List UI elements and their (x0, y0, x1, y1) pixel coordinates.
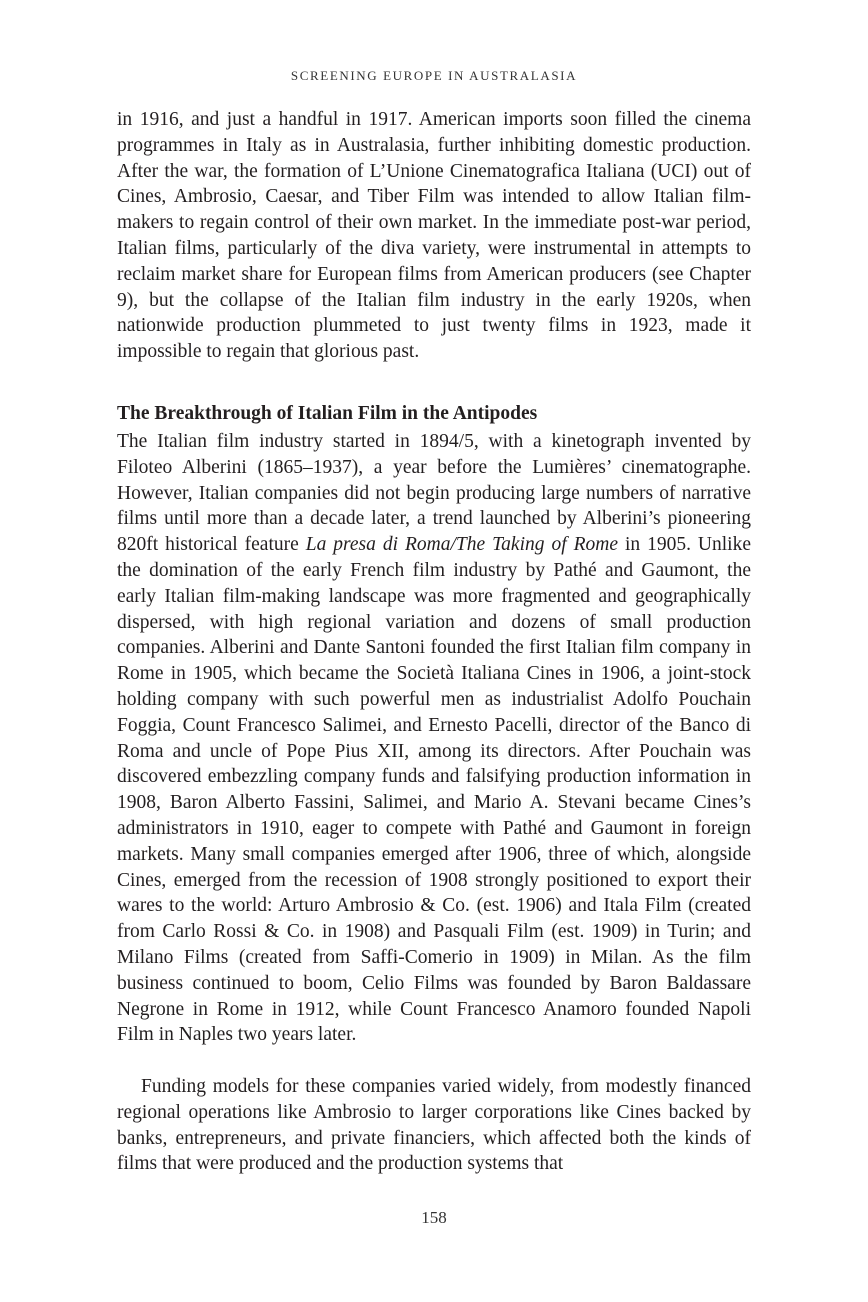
film-title: La presa di Roma/The Taking of Rome (305, 534, 618, 556)
body-paragraph-funding (117, 1074, 751, 1177)
paragraph-text-end: in 1905. Unlike the domination of the early French film industry by Pathé and Gaumont, the early Italian film-making landscape was more fragmented and geographically dispersed, with high regional variation and dozens of small production companies. Alberini and Dante Santoni founded the first Italian film company in Rome in 1905, which became the Società Italiana Cines in 1906, a joint-stock holding company with such powerful men as industrialist Adolfo Pouchain Foggia, Count Francesco Salimei, and Ernesto Pacelli, director of the Banco di Roma and uncle of Pope Pius XII, among its directors. After Pouchain was discovered embezzling company funds and falsifying production information in 1908, Baron Alberto Fassini, Salimei, and Mario A. Stevani became Cines’s administrators in 1910, eager to compete with Pathé and Gaumont in foreign markets. Many small companies emerged after 1906, three of which, alongside Cines, emerged from the recession of 1908 strongly positioned to export their wares to the world: Arturo Ambrosio & Co. (est. 1906) and Itala Film (created from Carlo Rossi & Co. in 1908) and Pasquali Film (est. 1909) in Turin; and Milano Films (created from Saffi-Comerio in 1909) in Milan. As the film business continued to boom, Celio Films was founded by Baron Baldassare Negrone in Rome in 1912, while Count Francesco Anamoro founded Napoli Film in Naples two years later. (117, 534, 751, 1046)
running-head: SCREENING EUROPE IN AUSTRALASIA (290, 68, 578, 83)
paragraph-text: Funding models for these companies varied widely, from modestly financed regional operations like Ambrosio to larger corporations like Cines backed by banks, entrepreneurs, and private financiers, which affected both the kinds of films that were produced and the production systems that (117, 1076, 751, 1175)
book-page (117, 0, 751, 1302)
paragraph-text: in 1916, and just a handful in 1917. American imports soon filled the cinema programmes in Italy as in Australasia, further inhibiting domestic production. After the war, the formation of L’Unione Cinematografica Italiana (UCI) out of Cines, Ambrosio, Caesar, and Tiber Film was intended to allow Italian film-makers to regain control of their own market. In the immediate post-war period, Italian films, particularly of the diva variety, were instrumental in attempts to reclaim market share for European films from American producers (see Chapter 9), but the collapse of the Italian film industry in the early 1920s, when nationwide production plummeted to just twenty films in 1923, made it impossible to regain that glorious past. (117, 109, 751, 363)
section-heading: The Breakthrough of Italian Film in the Antipodes (117, 403, 538, 424)
paragraph-text (117, 429, 751, 1048)
body-paragraph-intro (117, 107, 751, 365)
page-number: 158 (421, 1208, 447, 1227)
paragraph-text-start: The Italian film industry started in 1894/5, with a kinetograph invented by Filoteo Alberini (1865–1937), a year before the Lumières’ cinematographe. However, Italian companies did not begin producing large numbers of narrative films until more than a decade later, a trend launched by Alberini’s pioneering 820ft historical feature (117, 431, 751, 556)
body-paragraph-main (117, 429, 751, 1048)
